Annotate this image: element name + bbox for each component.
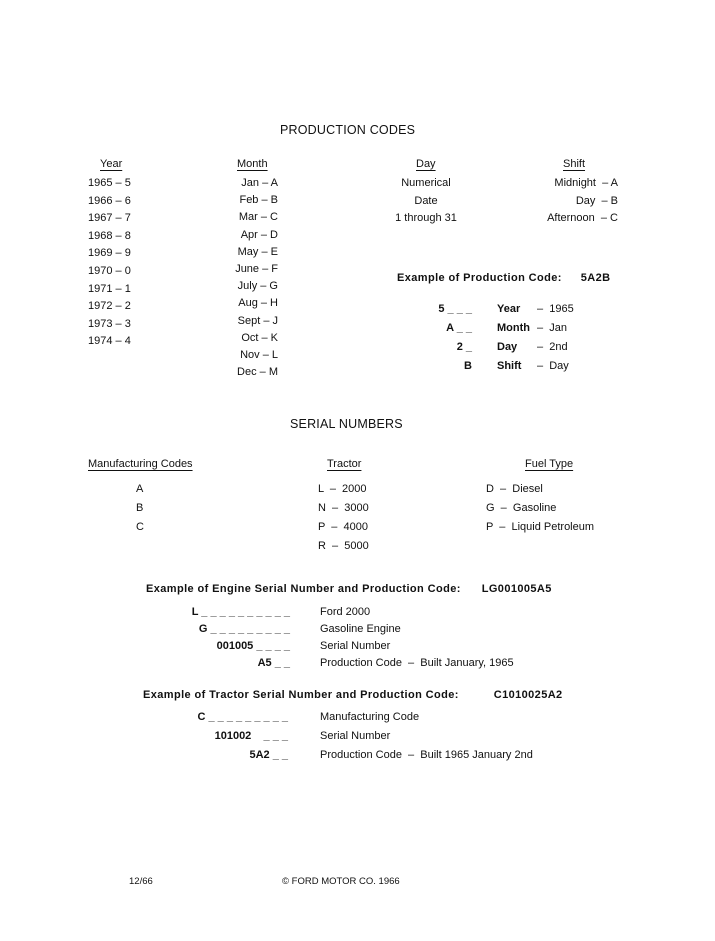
- month-list: [200, 177, 278, 383]
- year-code-item: 1968 – 8: [88, 229, 131, 242]
- tractor-header: Tractor: [327, 458, 362, 470]
- year-code-item: 1971 – 1: [88, 282, 131, 295]
- tractor-example-code: C1010025A2: [493, 689, 563, 701]
- engine-example-code-part: L _ _ _ _ _ _ _ _ _ _: [191, 606, 290, 618]
- tractor-code-item: P – 4000: [318, 521, 368, 533]
- footer-copyright: © FORD MOTOR CO. 1966: [282, 876, 400, 887]
- day-code-item: 1 through 31: [395, 212, 457, 224]
- day-header: Day: [416, 158, 436, 170]
- tractor-example-text: Example of Tractor Serial Number and Production Code:: [143, 689, 459, 701]
- fuel-type-header: Fuel Type: [525, 458, 574, 470]
- year-code-item: 1970 – 0: [88, 264, 131, 277]
- month-code-item: Mar – C: [238, 211, 278, 224]
- fuel-type-list: [486, 483, 594, 540]
- shift-code-item: Midnight – A: [554, 177, 618, 189]
- year-header: Year: [100, 158, 123, 170]
- production-example-label: [397, 272, 610, 284]
- year-code-item: 1966 – 6: [88, 194, 131, 207]
- fuel-type-item: G – Gasoline: [486, 502, 557, 514]
- manufacturing-code-item: C: [136, 521, 144, 533]
- engine-example-text: Example of Engine Serial Number and Production Code:: [146, 583, 461, 595]
- production-example-code-part: 5 _ _ _: [438, 303, 472, 315]
- day-code-item: Date: [414, 194, 438, 207]
- engine-example-description: Ford 2000: [320, 606, 371, 618]
- shift-list: [500, 177, 618, 230]
- month-code-item: Feb – B: [239, 194, 278, 207]
- footer-date: 12/66: [129, 876, 153, 887]
- month-code-item: Dec – M: [237, 366, 278, 379]
- manufacturing-code-item: B: [136, 502, 144, 514]
- production-example-field: Shift: [497, 360, 522, 372]
- engine-example-code-part: 001005 _ _ _ _: [216, 640, 290, 652]
- year-code-item: 1973 – 3: [88, 317, 131, 330]
- production-example-field: Day: [497, 341, 518, 353]
- production-example-code: 5A2B: [580, 272, 611, 284]
- month-code-item: June – F: [235, 262, 278, 275]
- production-example-value: – 2nd: [537, 341, 568, 353]
- engine-example-code: LG001005A5: [481, 583, 552, 595]
- month-code-item: July – G: [237, 280, 278, 293]
- month-code-item: Aug – H: [238, 297, 278, 310]
- tractor-example-code-part: 5A2 _ _: [249, 749, 288, 761]
- shift-code-item: Day – B: [575, 194, 618, 207]
- month-code-item: Oct – K: [241, 331, 278, 344]
- tractor-example-code-part: 101002 _ _ _: [214, 730, 288, 742]
- year-code-item: 1974 – 4: [88, 335, 131, 348]
- engine-example-label: [146, 583, 552, 595]
- manufacturing-code-item: A: [136, 483, 144, 495]
- fuel-type-item: P – Liquid Petroleum: [486, 521, 595, 533]
- year-code-item: 1969 – 9: [88, 247, 131, 260]
- tractor-code-item: L – 2000: [318, 483, 367, 495]
- year-code-item: 1972 – 2: [88, 300, 131, 313]
- month-code-item: Apr – D: [240, 228, 278, 241]
- production-example-value: – 1965: [537, 303, 574, 315]
- production-codes-title: PRODUCTION CODES: [280, 123, 416, 137]
- month-code-item: May – E: [237, 245, 278, 258]
- tractor-example-description: Production Code – Built 1965 January 2nd: [320, 749, 533, 761]
- shift-header: Shift: [563, 158, 586, 170]
- tractor-example-label: [143, 689, 563, 701]
- tractor-code-item: N – 3000: [318, 502, 369, 514]
- engine-example-code-part: G _ _ _ _ _ _ _ _ _: [198, 623, 290, 635]
- engine-example-code-part: A5 _ _: [257, 657, 290, 669]
- engine-example-description: Serial Number: [320, 640, 391, 652]
- tractor-example-code-part: C _ _ _ _ _ _ _ _ _: [197, 711, 288, 723]
- month-code-item: Jan – A: [241, 177, 278, 189]
- fuel-type-item: D – Diesel: [486, 483, 543, 495]
- production-example-value: – Day: [537, 360, 569, 372]
- day-list: [376, 177, 476, 230]
- engine-example-description: Production Code – Built January, 1965: [320, 657, 514, 669]
- year-code-item: 1967 – 7: [88, 212, 131, 225]
- tractor-list: [318, 483, 369, 559]
- tractor-code-item: R – 5000: [318, 540, 369, 552]
- production-example-field: Month: [497, 322, 530, 334]
- shift-code-item: Afternoon – C: [547, 212, 618, 224]
- production-example-value: – Jan: [537, 322, 567, 334]
- year-code-item: 1965 – 5: [88, 177, 131, 189]
- month-code-item: Nov – L: [240, 348, 278, 361]
- engine-example-description: Gasoline Engine: [320, 623, 401, 635]
- tractor-example-description: Manufacturing Code: [320, 711, 420, 723]
- month-header: Month: [237, 158, 268, 170]
- manufacturing-codes-header: Manufacturing Codes: [88, 458, 193, 470]
- production-example-text: Example of Production Code:: [397, 272, 562, 284]
- production-example-field: Year: [497, 303, 521, 315]
- tractor-example-description: Serial Number: [320, 730, 391, 742]
- production-example-code-part: B: [464, 360, 472, 372]
- day-code-item: Numerical: [401, 177, 451, 189]
- manufacturing-codes-list: [136, 483, 144, 540]
- production-example-code-part: 2 _: [456, 341, 472, 353]
- production-example-code-part: A _ _: [446, 322, 472, 334]
- year-list: [88, 177, 131, 353]
- month-code-item: Sept – J: [237, 314, 278, 327]
- serial-numbers-title: SERIAL NUMBERS: [290, 417, 403, 431]
